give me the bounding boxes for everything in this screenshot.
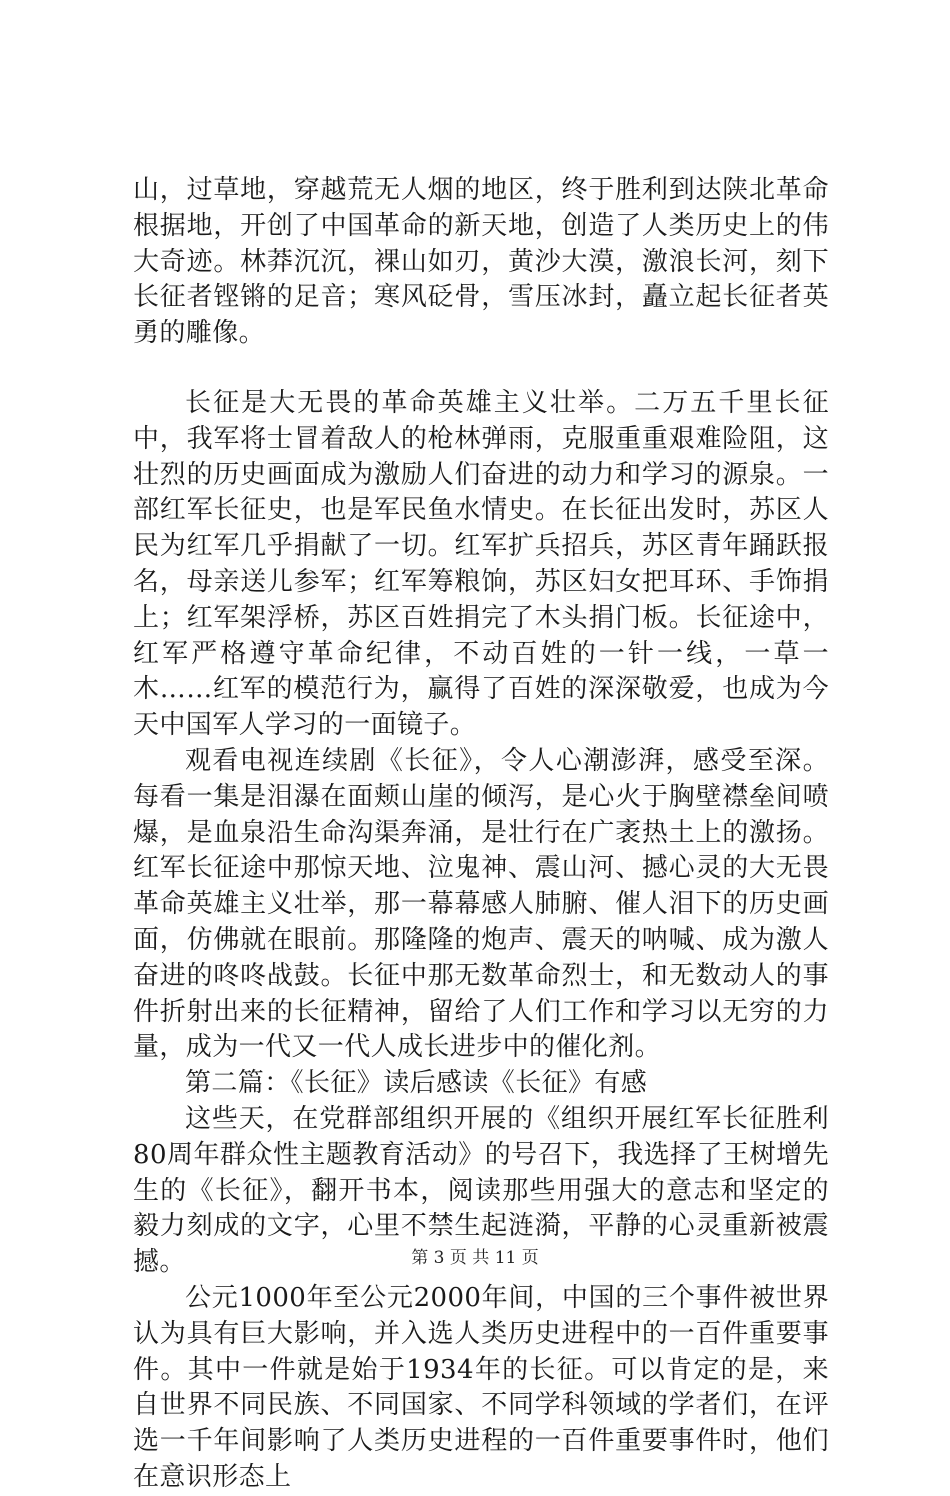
document-body <box>133 173 829 1496</box>
section-heading: 第二篇：《长征》读后感读《长征》有感 <box>185 1068 648 1099</box>
paragraph-3: 观看电视连续剧《长征》，令人心潮澎湃，感受至深。每看一集是泪瀑在面颊山崖的倾泻，是心火于胸壁襟垒间喷爆，是血泉沿生命沟渠奔涌，是壮行在广袤热土上的激扬。红军长征途中那惊天地、泣鬼神、震山河、撼心灵的大无畏革命英雄主义壮举，那一幕幕感人肺腑、催人泪下的历史画面，仿佛就在眼前。那隆隆的炮声、震天的呐喊、成为激人奋进的咚咚战鼓。长征中那无数革命烈士，和无数动人的事件折射出来的长征精神，留给了人们工作和学习以无穷的力量，成为一代又一代人成长进步中的催化剂。 <box>133 745 829 1063</box>
page-footer: 第 3 页 共 11 页 <box>411 1248 539 1268</box>
paragraph-1: 山，过草地，穿越荒无人烟的地区，终于胜利到达陕北革命根据地，开创了中国革命的新天地，创造了人类历史上的伟大奇迹。林莽沉沉，裸山如刃，黄沙大漠，激浪长河，刻下长征者铿锵的足音；寒风砭骨，雪压冰封，矗立起长征者英勇的雕像。 <box>133 175 829 349</box>
paragraph-5: 公元1000年至公元2000年间，中国的三个事件被世界认为具有巨大影响，并入选人类历史进程中的一百件重要事件。其中一件就是始于1934年的长征。可以肯定的是，来自世界不同民族、不同国家、不同学科领域的学者们，在评选一千年间影响了人类历史进程的一百件重要事件时，他们在意识形态上 <box>133 1282 829 1492</box>
paragraph-4: 这些天，在党群部组织开展的《组织开展红军长征胜利80周年群众性主题教育活动》的号召下，我选择了王树增先生的《长征》，翻开书本，阅读那些用强大的意志和坚定的毅力刻成的文字，心里不禁生起涟漪，平静的心灵重新被震撼。 <box>133 1103 829 1278</box>
paragraph-2: 长征是大无畏的革命英雄主义壮举。二万五千里长征中，我军将士冒着敌人的枪林弹雨，克服重重艰难险阻，这壮烈的历史画面成为激励人们奋进的动力和学习的源泉。一部红军长征史，也是军民鱼水情史。在长征出发时，苏区人民为红军几乎捐献了一切。红军扩兵招兵，苏区青年踊跃报名，母亲送儿参军；红军筹粮饷，苏区妇女把耳环、手饰捐上；红军架浮桥，苏区百姓捐完了木头捐门板。长征途中，红军严格遵守革命纪律，不动百姓的一针一线，一草一木……红军的模范行为，赢得了百姓的深深敬爱，也成为今天中国军人学习的一面镜子。 <box>133 387 829 741</box>
